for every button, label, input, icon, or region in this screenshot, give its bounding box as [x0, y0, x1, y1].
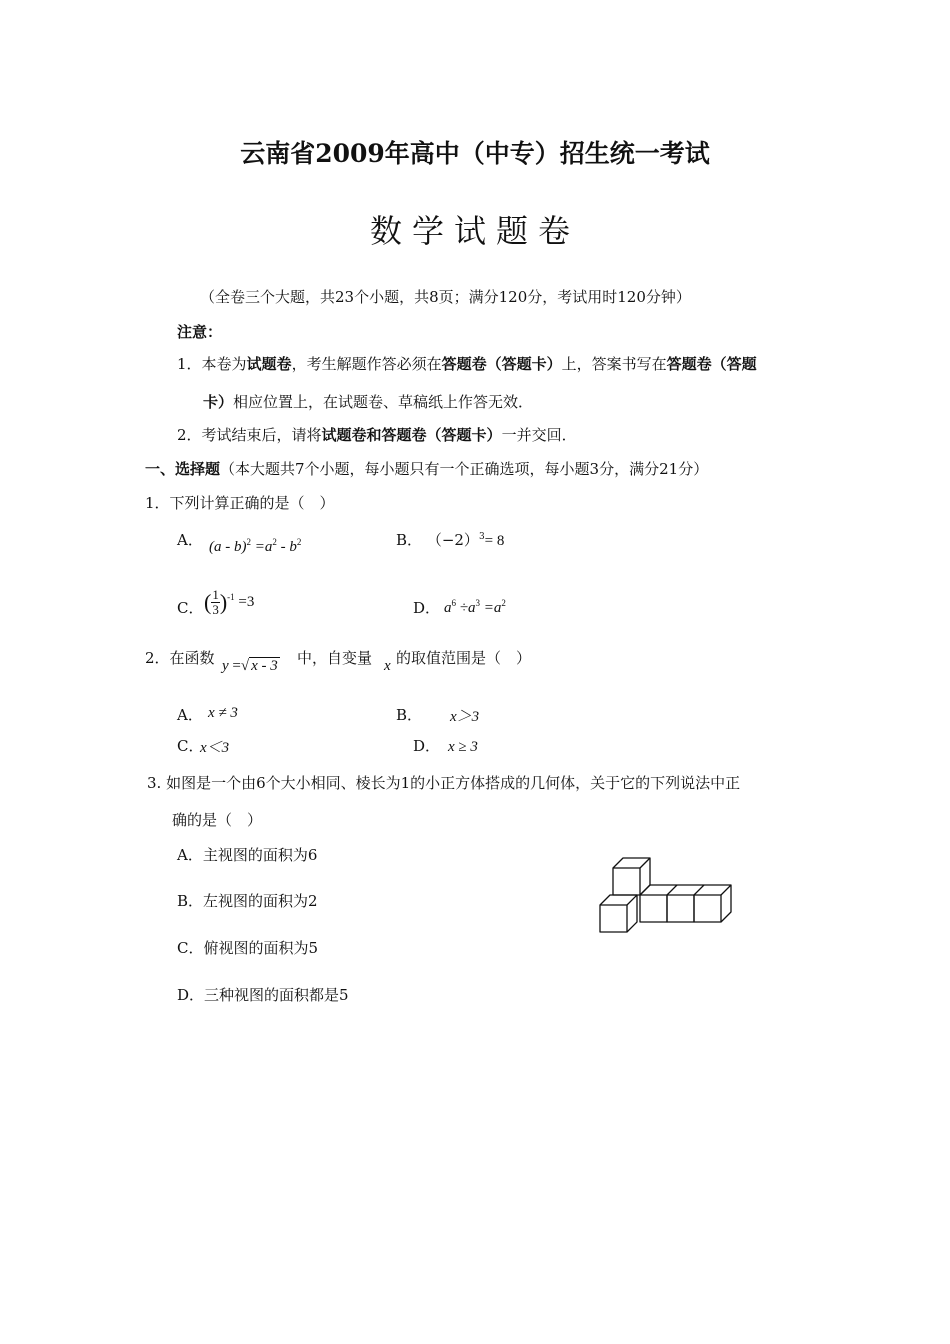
q2-stem-pre: 2．在函数: [145, 649, 215, 667]
exam-subtitle: 数学试题卷: [369, 212, 580, 250]
q2-option-b-label: B．: [396, 706, 423, 724]
q2-option-a-math: [208, 705, 238, 722]
section-label: 一、选择题: [145, 460, 221, 478]
notice-item-2: [177, 425, 577, 445]
math-term: x: [384, 658, 391, 674]
exam-info: （全卷三个大题，共23个小题，共8页；满分120分，考试用时120分钟）: [200, 288, 691, 306]
q2-option-d-label: D．: [413, 737, 441, 755]
cube-figure: [590, 850, 750, 940]
notice-bold: 卡）: [203, 393, 234, 411]
math-term: x ≥ 3: [448, 739, 478, 755]
math-term: (a - b): [209, 539, 247, 555]
q2-function-math: [222, 658, 280, 675]
math-exp: 3: [478, 532, 485, 542]
q1-option-a-label: A．: [177, 531, 203, 549]
notice-item-1: [177, 354, 757, 374]
section-desc: （本大题共7个小题，每小题只有一个正确选项，每小题3分，满分21分）: [220, 460, 709, 478]
cube-top: [613, 858, 650, 895]
math-exp: 6: [451, 598, 456, 608]
fraction: [211, 588, 220, 617]
q1-option-c-label: C．: [177, 599, 204, 617]
q1-option-a-math: [209, 539, 301, 556]
q1-option-d-label: D．: [413, 599, 441, 617]
notice-bold: 试题卷: [246, 355, 292, 373]
q2-stem-post: 的取值范围是（ ）: [396, 649, 532, 667]
math-term: ÷a: [456, 600, 476, 616]
math-term: = 8: [484, 533, 505, 549]
q2-option-c-label: C．: [177, 737, 204, 755]
fraction-numerator: 1: [212, 587, 219, 602]
notice-text: 相应位置上，在试题卷、草稿纸上作答无效．: [233, 393, 534, 411]
math-exp: 2: [272, 537, 277, 547]
q1-stem: 1．下列计算正确的是（ ）: [145, 494, 335, 512]
option-label: B．: [396, 531, 423, 549]
paren-left: (: [204, 589, 212, 615]
math-exp: 2: [246, 537, 251, 547]
notice-label: 注意：: [177, 323, 223, 341]
sqrt-sign: √: [240, 658, 250, 674]
q2-option-a-label: A．: [177, 706, 203, 724]
q2-stem-mid: 中，自变量: [297, 649, 373, 667]
cube-front: [600, 895, 637, 932]
notice-text: 一并交回．: [501, 426, 577, 444]
q2-option-c-math: [200, 736, 229, 757]
notice-bold: 答题卷（答题: [666, 355, 757, 373]
q2-option-b-math: [450, 705, 479, 726]
math-term: x ≠ 3: [208, 705, 238, 721]
q3-stem-line-2: 确的是（ ）: [172, 811, 263, 829]
math-term: =: [228, 658, 241, 674]
notice-bold: 试题卷和答题卷（答题卡）: [321, 426, 502, 444]
q2-variable: [384, 658, 391, 675]
notice-bold: 答题卷（答题卡）: [441, 355, 562, 373]
q1-option-b: [396, 530, 504, 551]
q3-option-c: C．俯视图的面积为5: [177, 939, 319, 957]
exam-title: 云南省2009年高中（中专）招生统一考试: [240, 139, 710, 168]
math-term: x＞3: [450, 709, 480, 725]
math-exp: 2: [296, 537, 302, 547]
section-1-heading: [145, 459, 708, 479]
math-term: =a: [251, 539, 273, 555]
q3-option-d: D．三种视图的面积都是5: [177, 986, 349, 1004]
math-term: - b: [276, 539, 297, 555]
math-term: （−2）: [426, 531, 479, 549]
q3-option-a: A．主视图的面积为6: [177, 846, 318, 864]
paren-right: ): [219, 589, 228, 615]
notice-text: ，考生解题作答必须在: [291, 355, 442, 373]
math-term: x＜3: [200, 740, 230, 756]
math-exp: 2: [501, 598, 506, 608]
notice-text: 上，答案书写在: [561, 355, 667, 373]
notice-text: 2．考试结束后，请将: [177, 426, 322, 444]
math-term: =3: [234, 593, 255, 610]
math-term: y: [222, 658, 229, 674]
q3-stem-line-1: 3. 如图是一个由6个大小相同、棱长为1的小正方体搭成的几何体，关于它的下列说法中正: [147, 774, 741, 792]
cube-row-back: [640, 885, 731, 922]
math-exp: 3: [475, 598, 480, 608]
notice-text: 1．本卷为: [177, 355, 247, 373]
math-term: a: [444, 600, 452, 616]
fraction-denominator: 3: [212, 602, 219, 617]
q3-option-b: B．左视图的面积为2: [177, 892, 318, 910]
q1-option-c-math: [204, 588, 254, 617]
math-exp: -1: [227, 591, 235, 602]
notice-item-1-cont: [203, 392, 533, 412]
q2-option-d-math: [448, 739, 478, 756]
math-term: =a: [479, 600, 502, 616]
q1-option-d-math: [444, 600, 506, 617]
sqrt-radicand: x - 3: [251, 658, 278, 674]
